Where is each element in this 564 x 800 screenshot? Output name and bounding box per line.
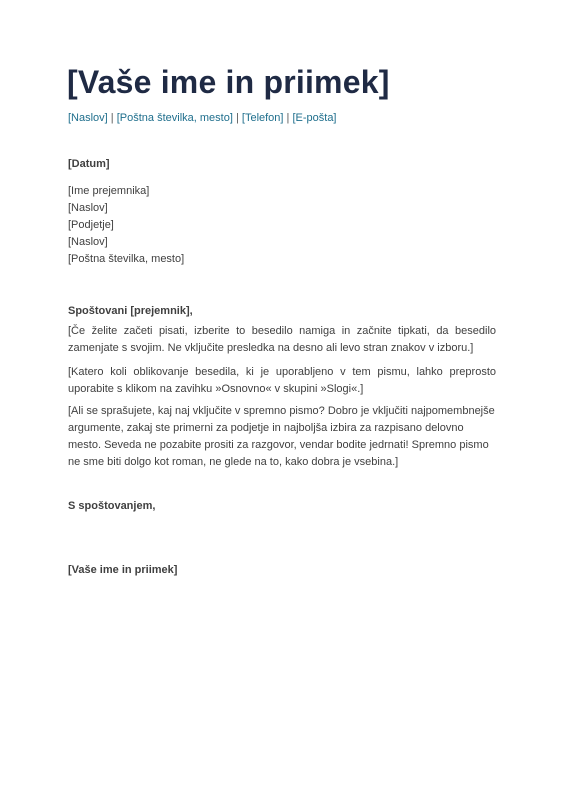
contact-separator: |: [283, 112, 293, 124]
recipient-title-field[interactable]: [Naslov]: [68, 202, 108, 214]
contact-separator: |: [107, 112, 117, 124]
contact-email-field[interactable]: [E-pošta]: [292, 112, 337, 124]
greeting-line[interactable]: Spoštovani [prejemnik],: [68, 305, 193, 317]
recipient-company-field[interactable]: [Podjetje]: [68, 219, 114, 231]
recipient-postal-field[interactable]: [Poštna številka, mesto]: [68, 253, 185, 265]
recipient-block: [68, 183, 184, 268]
sender-name-title[interactable]: [Vaše ime in priimek]: [67, 64, 390, 100]
contact-postal-field[interactable]: [Poštna številka, mesto]: [116, 112, 233, 124]
closing-line[interactable]: S spoštovanjem,: [68, 500, 156, 512]
date-field[interactable]: [Datum]: [68, 158, 110, 170]
body-paragraph-3[interactable]: [Ali se sprašujete, kaj naj vključite v spremno pismo? Dobro je vključiti najpomembnejše argumente, zakaj ste primerni za podjetje in najboljša izbira za razpisano delovno mesto. Seveda ne pozabite prositi za razgovor, vendar bodite jedrnati! Spremno pismo ne sme biti dolgo kot roman, ne glede na to, kako dobra je vsebina.]: [68, 405, 495, 468]
contact-separator: |: [232, 112, 242, 124]
signature-name-field[interactable]: [Vaše ime in priimek]: [68, 564, 178, 576]
contact-phone-field[interactable]: [Telefon]: [241, 112, 284, 124]
recipient-address-field[interactable]: [Naslov]: [68, 236, 108, 248]
contact-address-field[interactable]: [Naslov]: [68, 112, 108, 124]
recipient-name-field[interactable]: [Ime prejemnika]: [68, 185, 150, 197]
contact-info-line: [68, 112, 337, 124]
body-paragraph-1[interactable]: [Če želite začeti pisati, izberite to besedilo namiga in začnite tipkati, da besedilo zamenjate s svojim. Ne vključite presledka na desno ali levo stran znakov v izboru.]: [68, 325, 496, 354]
body-paragraph-2[interactable]: [Katero koli oblikovanje besedila, ki je uporabljeno v tem pismu, lahko preprosto uporabite s klikom na zavihku »Osnovno« v skupini »Slogi«.]: [68, 366, 496, 395]
